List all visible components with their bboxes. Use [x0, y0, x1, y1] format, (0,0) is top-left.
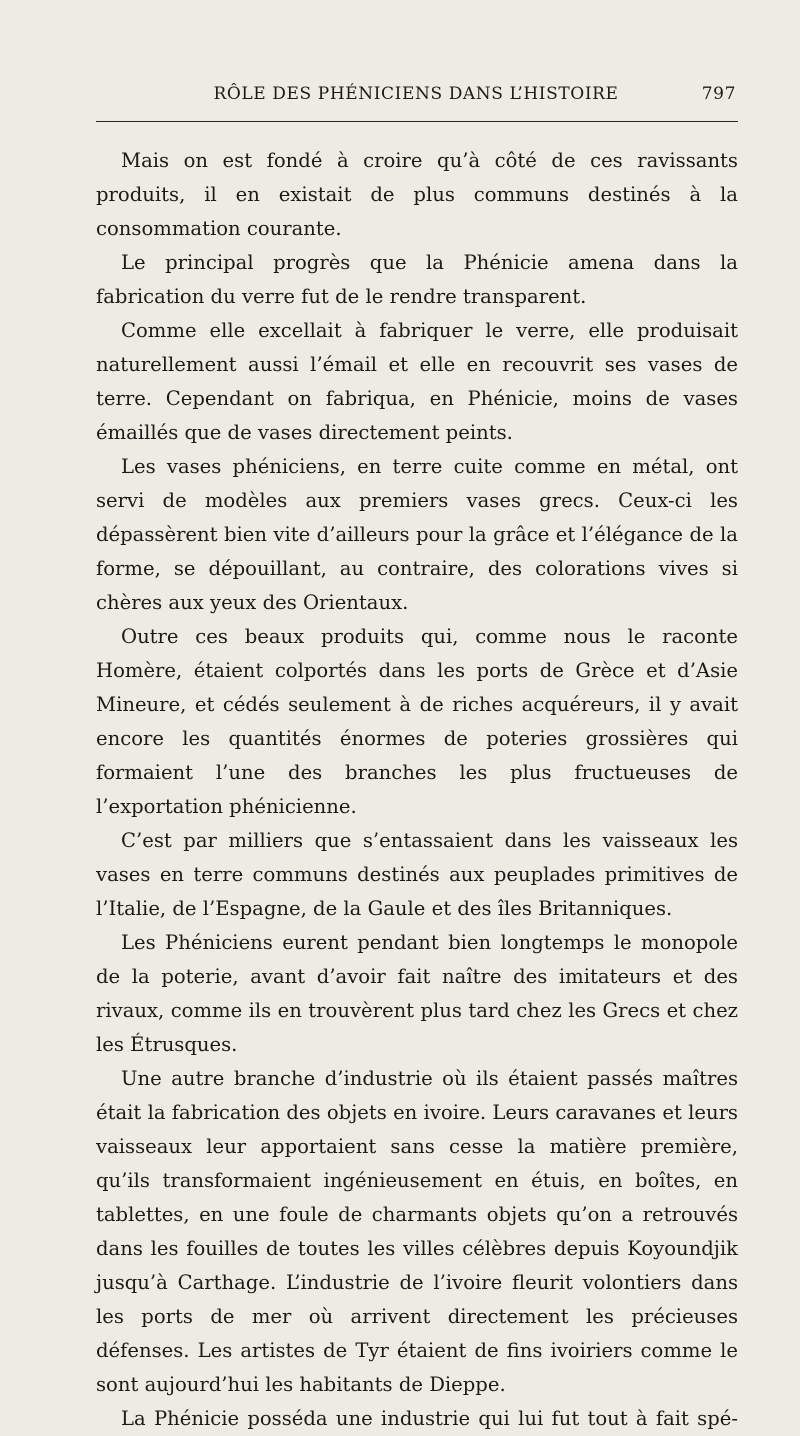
paragraph: C’est par milliers que s’entassaient dans les vaisseaux les vases en terre communs destinés aux peuplades primitives de l’Italie, de l’Espagne, de la Gaule et des îles Britanniques.: [96, 829, 738, 920]
paragraph: Les Phéniciens eurent pendant bien longtemps le monopole de la poterie, avant d’avoir fait naître des imitateurs et des rivaux, comme ils en trouvèrent plus tard chez les Grecs et chez les Étrusques.: [96, 931, 738, 1056]
paragraph: Une autre branche d’industrie où ils étaient passés maîtres était la fabrication des objets en ivoire. Leurs caravanes et leurs vaisseaux leur apportaient sans cesse la matière première, qu’ils transformaient ingénieusement en étuis, en boîtes, en tablettes, en une foule de charmants objets qu’on a retrouvés dans les fouilles de toutes les villes célèbres depuis Koyoundjik jusqu’à Carthage. L’industrie de l’ivoire fleurit volontiers dans les ports de mer où arrivent directement les précieuses défenses. Les artistes de Tyr étaient de fins ivoiriers comme le sont aujourd’hui les habitants de Dieppe.: [96, 1067, 738, 1396]
paragraph: Les vases phéniciens, en terre cuite comme en métal, ont servi de modèles aux premiers vases grecs. Ceux-ci les dépassèrent bien vite d’ailleurs pour la grâce et l’élégance de la forme, se dépouillant, au contraire, des colorations vives si chères aux yeux des Orientaux.: [96, 455, 738, 614]
running-head: [96, 84, 736, 108]
page-number: 797: [701, 84, 736, 104]
paragraph: La Phénicie posséda une industrie qui lui fut tout à fait spé-: [121, 1407, 738, 1430]
header-rule: [96, 121, 738, 122]
paragraph: Outre ces beaux produits qui, comme nous le raconte Homère, étaient colportés dans les ports de Grèce et d’Asie Mineure, et cédés seulement à de riches acquéreurs, il y avait encore les quantités énormes de poteries grossières qui formaient l’une des branches les plus fructueuses de l’exportation phénicienne.: [96, 625, 738, 818]
paragraph: Mais on est fondé à croire qu’à côté de ces ravissants produits, il en existait de plus communs destinés à la consommation courante.: [96, 149, 738, 240]
paragraph: Comme elle excellait à fabriquer le verre, elle produisait naturellement aussi l’émail et elle en recouvrit ses vases de terre. Cependant on fabriqua, en Phénicie, moins de vases émaillés que de vases directement peints.: [96, 319, 738, 444]
body-text: [96, 144, 738, 1436]
paragraph: Le principal progrès que la Phénicie amena dans la fabrication du verre fut de le rendre transparent.: [96, 251, 738, 308]
running-head-title: RÔLE DES PHÉNICIENS DANS L’HISTOIRE: [213, 84, 619, 104]
